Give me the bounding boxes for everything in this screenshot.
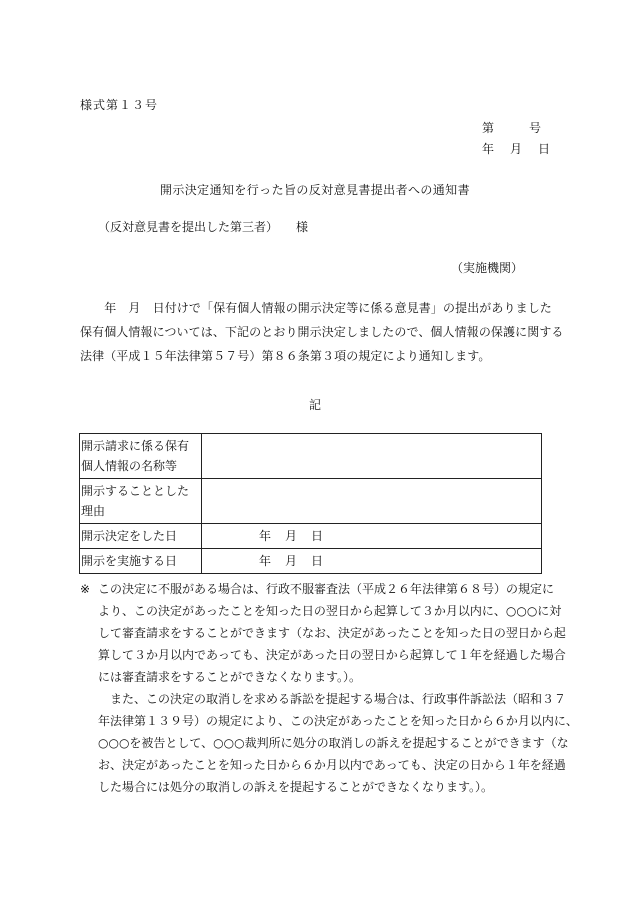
body-line: 年 月 日付けで「保有個人情報の開示決定等に係る意見書」の提出がありました (80, 301, 552, 315)
addressee-honorific: 様 (296, 220, 309, 234)
issue-date-month: 月 (510, 142, 523, 156)
row-value-reason (202, 479, 542, 524)
note-line: 算して３か月以内であっても、決定があった日の翌日から起算して１年を経過した場合 (98, 648, 566, 662)
issue-date-year: 年 (482, 142, 495, 156)
table-row (80, 524, 542, 549)
ki-heading: 記 (308, 398, 321, 412)
disclosure-info-table (79, 433, 542, 574)
row-label-info-name: 開示請求に係る保有個人情報の名称等 (80, 434, 202, 479)
document-number-suffix: 号 (529, 121, 542, 135)
table-row (80, 434, 542, 479)
decision-date-day: 日 (311, 529, 324, 543)
document-number-prefix: 第 (482, 121, 495, 135)
note-line: また、この決定の取消しを求める訴訟を提起する場合は、行政事件訴訟法（昭和３７ (98, 692, 567, 706)
note-line: ○○○を被告として、○○○裁判所に処分の取消しの訴えを提起することができます（な (98, 736, 569, 750)
decision-date-year: 年 (259, 529, 272, 543)
note-line: した場合には処分の取消しの訴えを提起することができなくなります。）。 (98, 780, 494, 794)
note-line: より、この決定があったことを知った日の翌日から起算して３か月以内に、○○○に対 (98, 604, 562, 618)
issue-date (482, 140, 550, 157)
note-mark: ※ (80, 582, 91, 596)
note-line: して審査請求をすることができます（なお、決定があったことを知った日の翌日から起 (98, 626, 566, 640)
body-line: 保有個人情報については、下記のとおり開示決定しましたので、個人情報の保護に関する (80, 325, 564, 339)
addressee (98, 218, 308, 235)
row-label-decision-date: 開示決定をした日 (80, 524, 202, 549)
row-value-info-name (202, 434, 542, 479)
row-value-implementation-date (202, 549, 542, 574)
document-number (482, 119, 541, 136)
document-title: 開示決定通知を行った旨の反対意見書提出者への通知書 (159, 183, 470, 197)
issuing-agency: （実施機関） (451, 261, 524, 275)
table-row (80, 549, 542, 574)
row-label-implementation-date: 開示を実施する日 (80, 549, 202, 574)
form-number: 様式第１３号 (80, 98, 159, 112)
notes-section (80, 578, 578, 798)
row-label-reason: 開示することとした理由 (80, 479, 202, 524)
implementation-date-year: 年 (259, 554, 272, 568)
implementation-date-day: 日 (311, 554, 324, 568)
issue-date-day: 日 (538, 142, 551, 156)
implementation-date-month: 月 (285, 554, 298, 568)
body-text (80, 296, 564, 368)
decision-date-month: 月 (285, 529, 298, 543)
row-value-decision-date (202, 524, 542, 549)
note-line: お、決定があったことを知った日から６か月以内であっても、決定の日から１年を経過 (98, 758, 566, 772)
note-line: 年法律第１３９号）の規定により、この決定があったことを知った日から６か月以内に、 (98, 714, 578, 728)
addressee-name: （反対意見書を提出した第三者） (98, 220, 279, 234)
note-line: この決定に不服がある場合は、行政不服審査法（平成２６年法律第６８号）の規定に (98, 582, 555, 596)
table-row (80, 479, 542, 524)
body-line: 法律（平成１５年法律第５７号）第８６条第３項の規定により通知します。 (80, 349, 491, 363)
note-line: には審査請求をすることができなくなります。）。 (98, 670, 362, 684)
